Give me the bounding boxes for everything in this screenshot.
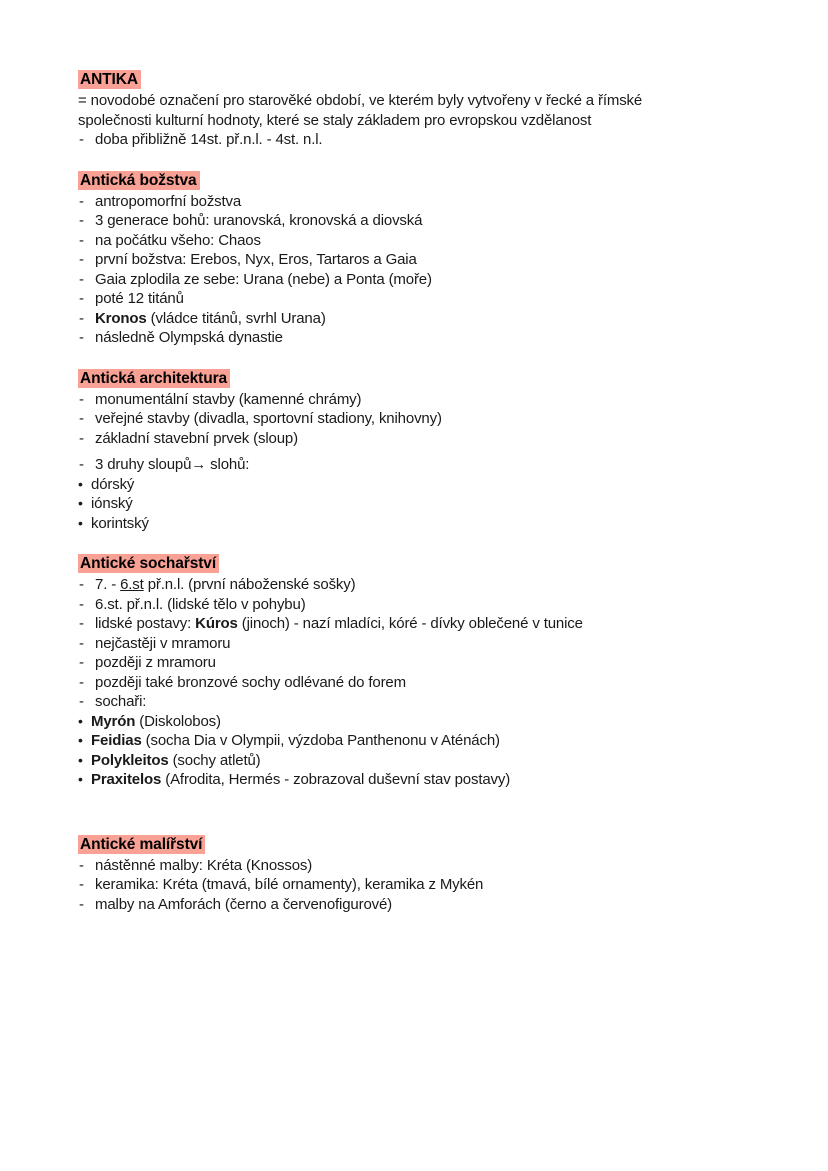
list-item [78,595,758,615]
list-item-text: (Diskolobos) [135,712,221,730]
list-item [78,429,758,449]
bozstva-bullet-list [78,192,758,348]
section-anticka-bozstva [78,171,758,348]
list-item [78,856,758,876]
dash-marker: - [79,615,84,632]
list-item-text: základní stavební prvek (sloup) [95,429,298,447]
list-item [78,231,758,251]
section-heading-highlight: Antické sochařství [78,554,219,573]
list-item-text: 3 generace bohů: uranovská, kronovská a diovská [95,212,423,229]
list-item-text: na počátku všeho: Chaos [95,231,261,249]
list-item-term: Feidias [91,732,142,749]
list-item-text: (Afrodita, Hermés - zobrazoval duševní stav postavy) [161,771,511,788]
socharstvi-bullet-list [78,575,758,790]
list-item [78,653,758,673]
list-item-text: později také bronzové sochy odlévané do forem [95,673,406,691]
list-item-text: korintský [91,514,149,532]
list-item [78,731,758,751]
list-item-underlined-term: 6.st [120,576,144,593]
dash-marker: - [79,654,84,671]
list-item [78,475,758,495]
dash-marker: - [79,192,84,210]
intro-bullet-list [78,130,758,150]
dash-marker: - [79,693,84,710]
bullet-marker: • [78,475,83,492]
section-heading-highlight: Antická architektura [78,369,230,388]
list-item-text-post: př.n.l. (první náboženské sošky) [143,576,356,593]
list-item-text: doba přibližně 14st. př.n.l. - 4st. n.l. [95,131,323,148]
section-anticka-architektura [78,369,758,534]
list-item [78,289,758,309]
bullet-marker: • [78,514,83,531]
list-item-text: iónský [91,495,133,512]
list-item-text: nejčastěji v mramoru [95,634,231,652]
list-item-text: sochaři: [95,693,147,710]
list-item [78,211,758,231]
dash-marker: - [79,576,84,593]
dash-marker: - [79,390,84,408]
bullet-marker: • [78,751,83,768]
list-item-text: poté 12 titánů [95,290,184,307]
dash-marker: - [79,856,84,874]
list-item-text: později z mramoru [95,654,216,671]
section-heading [78,554,758,573]
list-item [78,309,758,329]
dash-marker: - [79,251,84,268]
dash-marker: - [79,231,84,249]
list-item [78,895,758,915]
list-item-text: (socha Dia v Olympii, výzdoba Panthenonu v Aténách) [141,732,500,749]
list-item-text: keramika: Kréta (tmavá, bílé ornamenty), keramika z Mykén [95,876,484,893]
section-heading-highlight: Antická božstva [78,171,200,190]
list-item [78,875,758,895]
list-item-text: první božstva: Erebos, Nyx, Eros, Tartaros a Gaia [95,251,417,268]
list-item [78,712,758,732]
list-item [78,455,758,475]
list-item-term: Kúros [195,615,238,632]
bullet-marker: • [78,732,83,748]
section-heading [78,835,758,854]
list-item-term: Praxitelos [91,771,162,788]
section-heading [78,171,758,190]
bullet-marker: • [78,771,83,787]
dash-marker: - [79,595,84,613]
bullet-marker: • [78,712,83,729]
list-item [78,130,758,150]
list-item-text-pre: lidské postavy: [95,615,196,632]
dash-marker: - [79,270,84,288]
intro-paragraph-line-1: = novodobé označení pro starověké období, ve kterém byly vytvořeny v řecké a římské [78,92,643,109]
dash-marker: - [79,895,84,913]
list-item-text-post: (jinoch) - nazí mladíci, kóré - dívky oblečené v tunice [237,615,583,632]
dash-marker: - [79,634,84,652]
section-anticke-malirstvi [78,835,758,915]
list-item [78,494,758,514]
dash-marker: - [79,131,84,148]
list-item [78,514,758,534]
malirstvi-bullet-list [78,856,758,915]
list-item [78,751,758,771]
dash-marker: - [79,329,84,346]
list-item-term: Kronos [95,309,147,327]
list-item-text: dórský [91,475,135,493]
dash-marker: - [79,290,84,307]
list-item [78,390,758,410]
list-item-text: 3 druhy sloupů→ slohů: [95,456,250,473]
page-title-highlight: ANTIKA [78,70,141,89]
list-item [78,250,758,270]
dash-marker: - [79,309,84,327]
list-item [78,673,758,693]
list-item-text: veřejné stavby (divadla, sportovní stadiony, knihovny) [95,410,442,427]
list-item-text: 6.st. př.n.l. (lidské tělo v pohybu) [95,595,306,613]
list-item [78,770,758,790]
list-item-text: monumentální stavby (kamenné chrámy) [95,390,362,408]
page-title [78,70,758,89]
list-item-term: Myrón [91,712,136,730]
list-item-text: následně Olympská dynastie [95,329,283,346]
list-item [78,634,758,654]
list-item-text: malby na Amforách (černo a červenofigurové) [95,895,393,913]
list-item-text: (vládce titánů, svrhl Urana) [146,309,326,327]
bullet-marker: • [78,495,83,511]
list-item [78,614,758,634]
list-item [78,328,758,348]
dash-marker: - [79,212,84,229]
list-item-text: Gaia zplodila ze sebe: Urana (nebe) a Ponta (moře) [95,270,432,288]
list-item [78,192,758,212]
list-item-text-pre: 7. - [95,576,121,593]
list-item [78,575,758,595]
dash-marker: - [79,456,84,473]
dash-marker: - [79,410,84,427]
dash-marker: - [79,673,84,691]
dash-marker: - [79,876,84,893]
list-item-text: (sochy atletů) [168,751,261,769]
dash-marker: - [79,429,84,447]
architektura-bullet-list [78,390,758,534]
section-anticke-socharstvi [78,554,758,790]
list-item-term: Polykleitos [91,751,169,769]
intro-paragraph-line-2: společnosti kulturní hodnoty, které se staly základem pro evropskou vzdělanost [78,111,592,129]
document-content [78,70,758,914]
list-item [78,270,758,290]
list-item [78,692,758,712]
list-item-text: antropomorfní božstva [95,192,242,210]
section-antika [78,70,758,150]
section-heading-highlight: Antické malířství [78,835,205,854]
list-item-text: nástěnné malby: Kréta (Knossos) [95,856,313,874]
section-heading [78,369,758,388]
list-item [78,409,758,429]
